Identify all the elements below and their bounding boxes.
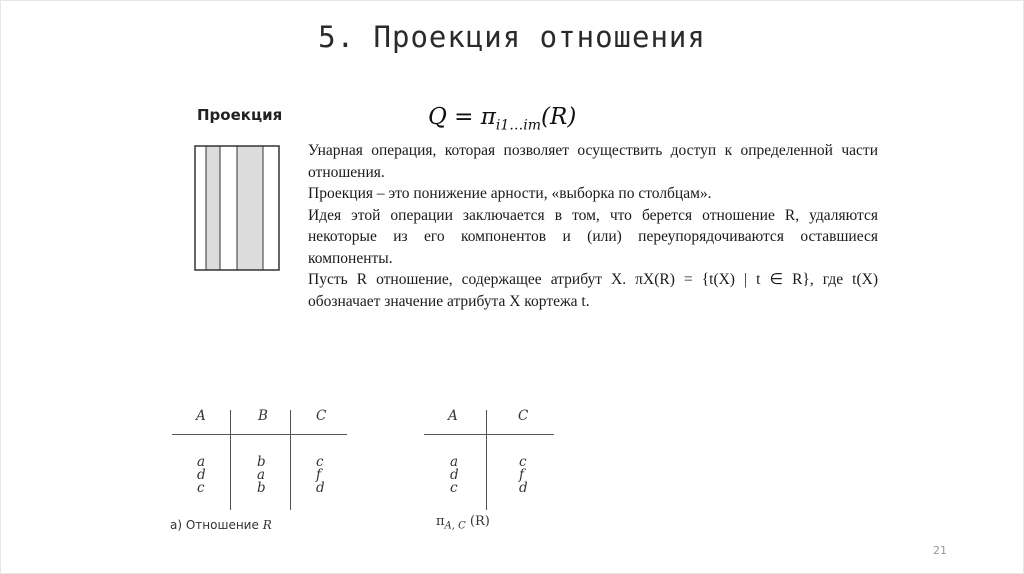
table-cell: d	[519, 480, 528, 496]
table-cell: a	[257, 467, 266, 483]
column-rule	[486, 410, 487, 510]
header-cell: C	[518, 408, 529, 424]
table-cell: c	[450, 480, 458, 496]
projection-formula: $Q = \pi_{i1\dots im}(R)$	[428, 104, 577, 134]
description-text	[308, 140, 878, 312]
paragraph-arity: Проекция – это понижение арности, «выборка по столбцам».	[308, 185, 712, 202]
projection-column-diagram	[194, 144, 280, 272]
table-cell: d	[450, 467, 459, 483]
header-cell: B	[258, 408, 268, 424]
highlighted-column-2	[237, 146, 263, 270]
table-cell: a	[197, 454, 206, 470]
paragraph-definition: Унарная операция, которая позволяет осуществить доступ к определенной части отношения.	[308, 142, 878, 181]
table-cell: c	[519, 454, 527, 470]
table-cell: a	[450, 454, 459, 470]
caption-subscript: A, C	[444, 520, 466, 532]
header-cell: A	[196, 408, 206, 424]
formula-lhs: Q	[428, 104, 447, 130]
slide-title: 5. Проекция отношения	[318, 20, 706, 54]
caption-prefix: а) Отношение	[170, 518, 259, 532]
column-rule	[290, 410, 291, 510]
column-rule	[230, 410, 231, 510]
paragraph-idea: Идея этой операции заключается в том, что берется отношение R, удаляются некоторые из его компонентов и (или) переупорядочиваются оставшиеся компоненты.	[308, 206, 878, 267]
table-cell: d	[316, 480, 325, 496]
page-number: 21	[933, 544, 947, 557]
formula-arg: (R)	[541, 104, 577, 130]
header-cell: C	[316, 408, 327, 424]
paragraph-formal: Пусть R отношение, содержащее атрибут X. πX(R) = {t(X) | t ∈ R}, где t(X) обозначает значение атрибута X кортежа t.	[308, 271, 878, 310]
formula-subscript: i1…im	[495, 117, 542, 134]
header-rule	[172, 434, 347, 435]
table-cell: c	[316, 454, 324, 470]
relation-r-table	[168, 404, 348, 514]
projection-caption	[436, 514, 490, 532]
highlighted-column-1	[206, 146, 220, 270]
table-cell: c	[197, 480, 205, 496]
projection-table	[422, 404, 557, 514]
relation-r-caption	[170, 518, 272, 532]
caption-arg: (R)	[469, 514, 490, 529]
caption-pi: π	[436, 514, 445, 529]
header-cell: A	[448, 408, 458, 424]
table-cell: f	[519, 467, 524, 483]
section-label: Проекция	[197, 106, 283, 124]
caption-relation-name: R	[262, 518, 272, 532]
table-cell: b	[257, 454, 266, 470]
formula-pi: π	[480, 104, 496, 130]
table-cell: d	[197, 467, 206, 483]
table-cell: f	[316, 467, 321, 483]
header-rule	[424, 434, 554, 435]
table-cell: b	[257, 480, 266, 496]
